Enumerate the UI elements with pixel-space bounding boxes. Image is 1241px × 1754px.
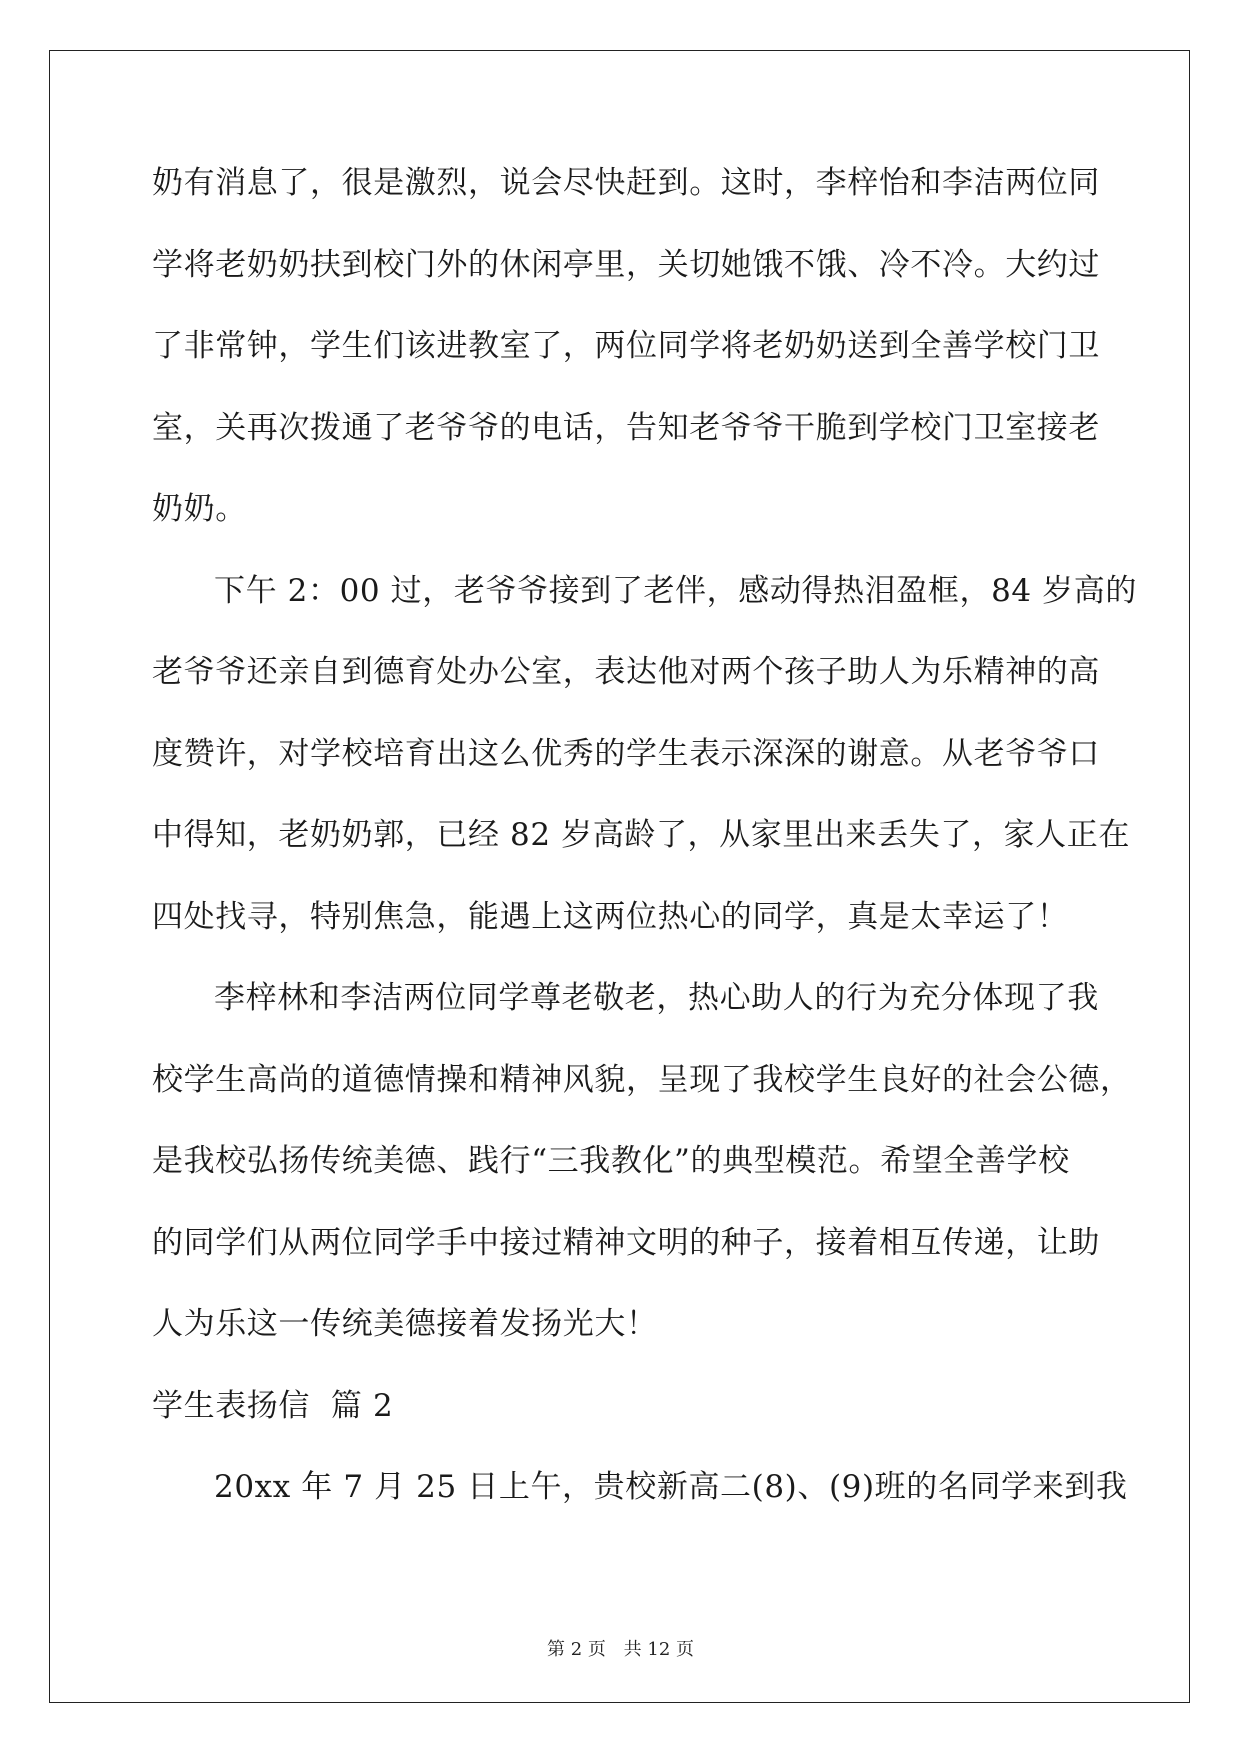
- text-line: 中得知，老奶奶郭，已经 82 岁高龄了，从家里出来丢失了，家人正在: [152, 817, 1130, 853]
- text-line: 校学生高尚的道德情操和精神风貌，呈现了我校学生良好的社会公德，: [152, 1061, 1132, 1098]
- text-line: 是我校弘扬传统美德、践行“三我教化”的典型模范。希望全善学校: [152, 1143, 1070, 1179]
- paragraph-start-line: 李梓林和李洁两位同学尊老敬老，热心助人的行为充分体现了我: [214, 980, 1099, 1016]
- text-line: 奶有消息了，很是激烈，说会尽快赶到。这时，李梓怡和李洁两位同: [152, 165, 1100, 201]
- page-footer: [0, 1635, 1241, 1661]
- text-line: 了非常钟，学生们该进教室了，两位同学将老奶奶送到全善学校门卫: [152, 328, 1100, 364]
- text-line: 度赞许，对学校培育出这么优秀的学生表示深深的谢意。从老爷爷口: [152, 735, 1100, 772]
- text-line: 学将老奶奶扶到校门外的休闲亭里，关切她饿不饿、冷不冷。大约过: [152, 246, 1100, 283]
- text-line: 的同学们从两位同学手中接过精神文明的种子，接着相互传递，让助: [152, 1224, 1100, 1261]
- text-line: 四处找寻，特别焦急，能遇上这两位热心的同学，真是太幸运了！: [152, 898, 1069, 935]
- document-body: [152, 165, 1137, 1552]
- paragraph-start-line: 下午 2：00 过，老爷爷接到了老伴，感动得热泪盈框，84 岁高的: [214, 572, 1137, 609]
- text-line: 人为乐这一传统美德接着发扬光大！: [152, 1306, 658, 1342]
- text-line: 奶奶。: [152, 491, 247, 527]
- page-total: 共 12 页: [623, 1639, 694, 1660]
- text-line: 室，关再次拨通了老爷爷的电话，告知老爷爷干脆到学校门卫室接老: [152, 409, 1100, 446]
- text-line: 老爷爷还亲自到德育处办公室，表达他对两个孩子助人为乐精神的高: [152, 654, 1100, 690]
- page-number: 第 2 页: [547, 1639, 606, 1660]
- section-heading: 学生表扬信 篇 2: [152, 1387, 394, 1424]
- paragraph-start-line: 20xx 年 7 月 25 日上午，贵校新高二(8)、(9)班的名同学来到我: [214, 1469, 1128, 1505]
